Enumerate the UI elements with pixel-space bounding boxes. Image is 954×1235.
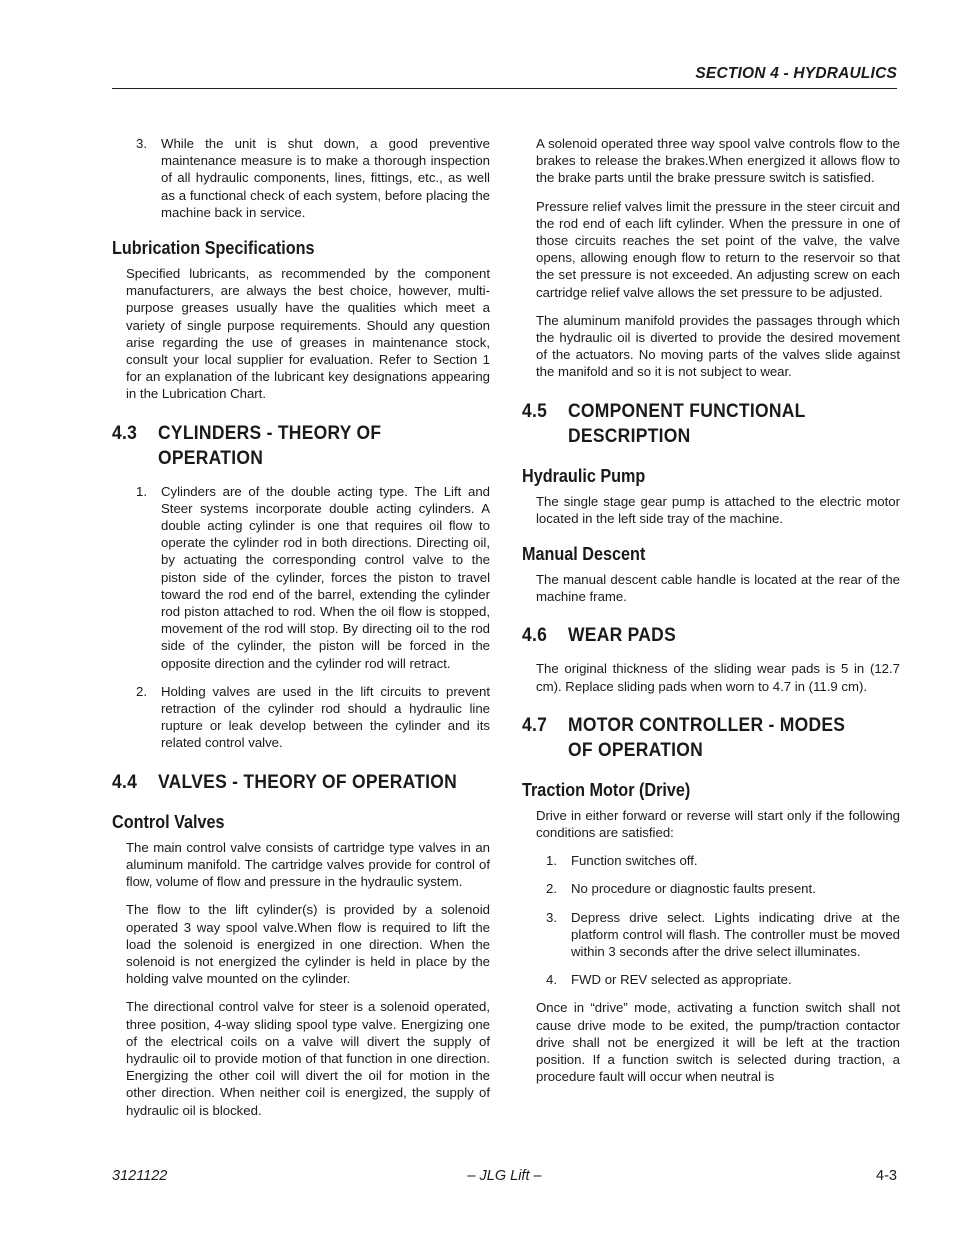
section-title-text: COMPONENT FUNCTIONAL DESCRIPTION bbox=[568, 400, 806, 447]
lubrication-text: Specified lubricants, as recommended by the component manufacturers, are always the best choice, however, multi-purpose greases usually have the qualities which meet a variety of single purpose requirements. Should any question arise regarding the use of greases in maintenance stock, consult your local supplier for evaluation. Refer to Section 1 for an explanation of the lubricant key designations appearing in the Lubrication Chart. bbox=[126, 266, 490, 402]
paragraph: The aluminum manifold provides the passages through which the hydraulic oil is diverted to provide the desired movement of the actuators. No moving parts of the valves slide against the manifold and so it is not subject to wear. bbox=[536, 312, 900, 380]
wear-pads-heading bbox=[522, 623, 870, 648]
page-header bbox=[112, 64, 897, 89]
document-number: 3121122 bbox=[112, 1168, 168, 1184]
list-number: 3. bbox=[546, 909, 557, 925]
list-item bbox=[112, 135, 490, 221]
list-item bbox=[522, 971, 900, 988]
cylinders-list bbox=[112, 483, 490, 752]
traction-intro: Drive in either forward or reverse will start only if the following conditions are satisfied: bbox=[536, 807, 900, 841]
list-text: Cylinders are of the double acting type. The Lift and Steer systems incorporate double acting cylinders. A double acting cylinder is one that requires oil flow to operate the cylinder rod in both directions. Directing oil, by actuating the corresponding control valve to the piston side of the cylinder, forces the piston to travel toward the rod end of the barrel, extending the cylinder rod piston attached to rod. When the oil flow is stopped, movement of the rod will stop. By directing oil to the rod side of the cylinder, the piston will be forced in the opposite direction and the cylinder rod will retract. bbox=[161, 483, 490, 671]
section-title-text: VALVES - THEORY OF OPERATION bbox=[158, 771, 458, 793]
traction-motor-heading: Traction Motor (Drive) bbox=[522, 779, 691, 800]
left-column bbox=[112, 135, 490, 1130]
list-text: No procedure or diagnostic faults present. bbox=[571, 881, 816, 897]
list-number: 2. bbox=[136, 683, 147, 699]
paragraph: Pressure relief valves limit the pressure in the steer circuit and the rod end of each lift cylinder. When the pressure in one of those circuits reaches the set point of the valve, the valve opens, allowing enough flow to return to the reservoir so that the set pressure is not exceeded. An adjusting screw on each cartridge relief valve allows the set pressure to be adjusted. bbox=[536, 198, 900, 300]
manual-descent-heading: Manual Descent bbox=[522, 544, 646, 565]
component-heading bbox=[522, 399, 870, 449]
list-item bbox=[112, 683, 490, 752]
manual-descent-text: The manual descent cable handle is located at the rear of the machine frame. bbox=[536, 572, 900, 605]
list-text: While the unit is shut down, a good preventive maintenance measure is to make a thorough inspection of all hydraulic components, lines, fittings, etc., as well as a functional check of each system, before placing the machine back in service. bbox=[161, 136, 490, 220]
list-item bbox=[522, 880, 900, 897]
hydraulic-pump-heading: Hydraulic Pump bbox=[522, 465, 646, 486]
hydraulic-pump-text: The single stage gear pump is attached to the electric motor located in the left side tray of the machine. bbox=[536, 493, 900, 526]
section-title: SECTION 4 - HYDRAULICS bbox=[695, 65, 897, 82]
list-text: FWD or REV selected as appropriate. bbox=[571, 972, 792, 988]
section-number: 4.7 bbox=[522, 714, 548, 736]
list-number: 1. bbox=[546, 853, 557, 869]
cylinders-heading bbox=[112, 421, 460, 471]
wear-pads-text: The original thickness of the sliding wear pads is 5 in (12.7 cm). Replace sliding pads when worn to 4.7 in (11.9 cm). bbox=[536, 661, 900, 694]
lubrication-heading: Lubrication Specifications bbox=[112, 238, 315, 259]
paragraph: A solenoid operated three way spool valve controls flow to the brakes to release the brakes.When energized it allows flow to the brake parts until the brake pressure switch is satisfied. bbox=[536, 136, 900, 186]
list-number: 2. bbox=[546, 881, 557, 897]
publisher-label: – JLG Lift – bbox=[467, 1168, 542, 1184]
section-number: 4.6 bbox=[522, 625, 548, 647]
list-number: 1. bbox=[136, 483, 147, 499]
section-title-text: CYLINDERS - THEORY OF OPERATION bbox=[158, 422, 382, 469]
right-column bbox=[522, 135, 900, 1097]
valves-heading bbox=[112, 770, 460, 795]
control-valves-heading: Control Valves bbox=[112, 811, 225, 832]
list-item bbox=[522, 852, 900, 869]
paragraph: The directional control valve for steer is a solenoid operated, three position, 4-way sliding spool type valve. Energizing one of the electrical coils on a valve will divert the supply of hydraulic oil to provide motion of that function in one direction. Energizing the other coil will divert the oil for motion in the other direction. When neither coil is energized, the supply of hydraulic oil is blocked. bbox=[126, 999, 490, 1118]
list-number: 3. bbox=[136, 136, 147, 151]
list-text: Holding valves are used in the lift circuits to prevent retraction of the cylinder rod should a hydraulic line rupture or leak develop between the cylinder and its related control valve. bbox=[161, 683, 490, 751]
list-item bbox=[522, 909, 900, 961]
list-number: 4. bbox=[546, 972, 557, 988]
traction-closing: Once in “drive” mode, activating a function switch shall not cause drive mode to be exited, the pump/traction contactor drive shall not be energized it will be left at the traction position. If a function switch is selected during traction, a procedure fault will occur when neutral is bbox=[536, 1000, 900, 1085]
list-text: Depress drive select. Lights indicating drive at the platform control will flash. The controller must be moved within 3 seconds after the drive select illuminates. bbox=[571, 909, 900, 960]
section-title-text: MOTOR CONTROLLER - MODES OF OPERATION bbox=[568, 714, 846, 761]
page-number: 4-3 bbox=[876, 1168, 897, 1184]
section-number: 4.4 bbox=[112, 771, 138, 793]
intro-list bbox=[112, 135, 490, 221]
traction-conditions-list bbox=[522, 852, 900, 988]
list-text: Function switches off. bbox=[571, 853, 698, 869]
section-number: 4.5 bbox=[522, 400, 548, 422]
list-item bbox=[112, 483, 490, 672]
paragraph: The flow to the lift cylinder(s) is provided by a solenoid operated 3 way spool valve.When flow is required to lift the load the solenoid is energized in one direction. When the solenoid is not energized the cylinder is held in place by the holding valve mounted on the cylinder. bbox=[126, 902, 490, 987]
section-title-text: WEAR PADS bbox=[568, 625, 677, 647]
paragraph: The main control valve consists of cartridge type valves in an aluminum manifold. The cartridge valves provide for control of flow, volume of flow and pressure in the hydraulic system. bbox=[126, 839, 490, 890]
motor-controller-heading bbox=[522, 713, 870, 763]
page-footer bbox=[112, 1168, 897, 1188]
section-number: 4.3 bbox=[112, 422, 138, 444]
